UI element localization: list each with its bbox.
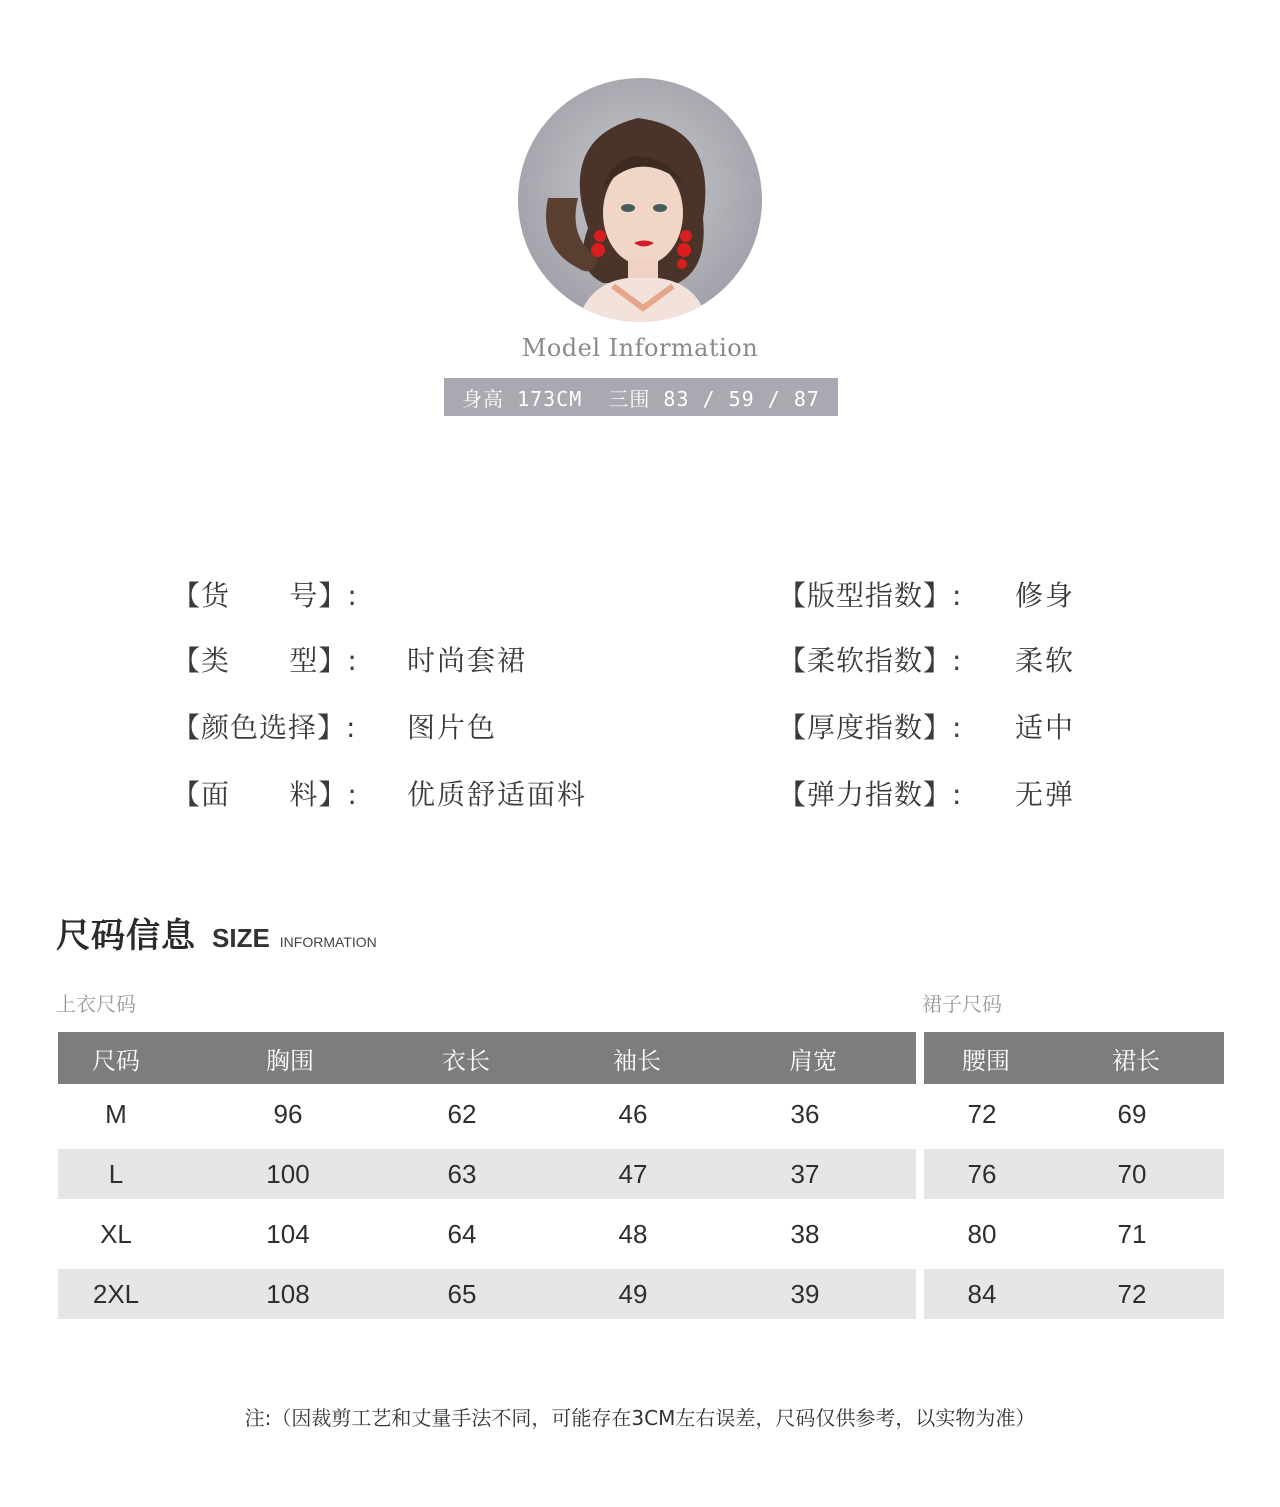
model-portrait-illustration — [518, 78, 762, 322]
attr-thickness-index — [778, 706, 1075, 746]
skirt-size-table — [924, 1032, 1224, 1324]
table-cell: 70 — [1117, 1158, 1147, 1189]
table-cell: 100 — [266, 1158, 310, 1189]
header-cell: 衣长 — [442, 1046, 490, 1075]
table-cell: 71 — [1117, 1218, 1147, 1249]
attr-value: 柔软 — [1015, 644, 1076, 677]
skirt-size-label: 裙子尺码 — [922, 992, 1002, 1016]
table-row — [924, 1269, 1224, 1319]
size-section-heading — [56, 908, 377, 957]
attr-fabric — [172, 773, 587, 813]
top-size-label: 上衣尺码 — [56, 992, 136, 1016]
table-cell: 69 — [1117, 1098, 1147, 1129]
header-cell: 尺码 — [92, 1046, 140, 1075]
table-cell: 76 — [967, 1158, 997, 1189]
attr-label: 【货 号】: — [172, 579, 358, 612]
table-cell: 39 — [790, 1278, 820, 1309]
table-cell: 65 — [447, 1278, 477, 1309]
model-info-title: Model Information — [521, 334, 759, 362]
attr-value: 无弹 — [1015, 778, 1076, 811]
table-cell: 36 — [790, 1098, 820, 1129]
table-row — [924, 1084, 1224, 1144]
attr-value: 适中 — [1015, 711, 1076, 744]
table-cell: 96 — [273, 1098, 303, 1129]
table-header-row — [58, 1032, 916, 1084]
model-stats-text: 身高 173CM 三围 83 / 59 / 87 — [462, 386, 820, 411]
attr-color — [172, 706, 497, 746]
attr-value: 修身 — [1015, 579, 1076, 612]
attr-label: 【颜色选择】: — [172, 711, 357, 744]
header-cell: 肩宽 — [789, 1046, 837, 1075]
table-row — [58, 1204, 916, 1264]
size-title-cn: 尺码信息 — [56, 916, 196, 956]
header-cell: 腰围 — [962, 1046, 1010, 1075]
attr-value: 图片色 — [407, 711, 498, 744]
table-cell: L — [108, 1158, 124, 1189]
header-cell: 裙长 — [1112, 1046, 1160, 1075]
attr-label: 【厚度指数】: — [778, 711, 963, 744]
table-row — [58, 1084, 916, 1144]
attr-softness-index — [778, 639, 1075, 679]
top-size-table — [58, 1032, 916, 1324]
table-cell: 2XL — [92, 1278, 140, 1309]
table-cell: 37 — [790, 1158, 820, 1189]
table-cell: 80 — [967, 1218, 997, 1249]
table-row — [924, 1149, 1224, 1199]
table-cell: 48 — [618, 1218, 648, 1249]
attr-item-number — [172, 574, 407, 614]
table-cell: 38 — [790, 1218, 820, 1249]
table-cell: 49 — [618, 1278, 648, 1309]
table-cell: XL — [100, 1218, 132, 1249]
table-cell: 64 — [447, 1218, 477, 1249]
size-title-en-sub: INFORMATION — [279, 934, 377, 950]
table-cell: 63 — [447, 1158, 477, 1189]
attr-label: 【类 型】: — [172, 644, 358, 677]
table-cell: 84 — [967, 1278, 997, 1309]
attr-value: 优质舒适面料 — [407, 778, 588, 811]
attr-elasticity-index — [778, 773, 1075, 813]
attr-value: 时尚套裙 — [407, 644, 528, 677]
attr-label: 【面 料】: — [172, 778, 358, 811]
header-cell: 袖长 — [613, 1046, 661, 1075]
header-cell: 胸围 — [266, 1046, 314, 1075]
table-cell: 108 — [266, 1278, 310, 1309]
size-title-en: SIZE — [212, 923, 270, 953]
model-photo — [518, 78, 762, 322]
attr-label: 【弹力指数】: — [778, 778, 963, 811]
table-row — [58, 1269, 916, 1319]
table-row — [924, 1204, 1224, 1264]
table-cell: 72 — [1117, 1278, 1147, 1309]
table-cell: M — [105, 1098, 127, 1129]
table-cell: 72 — [967, 1098, 997, 1129]
table-cell: 46 — [618, 1098, 648, 1129]
attr-fit-index — [778, 574, 1075, 614]
table-header-row — [924, 1032, 1224, 1084]
table-cell: 104 — [266, 1218, 310, 1249]
size-note: 注:（因裁剪工艺和丈量手法不同，可能存在3CM左右误差，尺码仅供参考，以实物为准） — [244, 1406, 1036, 1430]
attr-label: 【柔软指数】: — [778, 644, 963, 677]
attr-type — [172, 639, 527, 679]
attr-label: 【版型指数】: — [778, 579, 963, 612]
table-cell: 62 — [447, 1098, 477, 1129]
table-row — [58, 1149, 916, 1199]
model-stats-bar — [444, 378, 838, 416]
table-cell: 47 — [618, 1158, 648, 1189]
